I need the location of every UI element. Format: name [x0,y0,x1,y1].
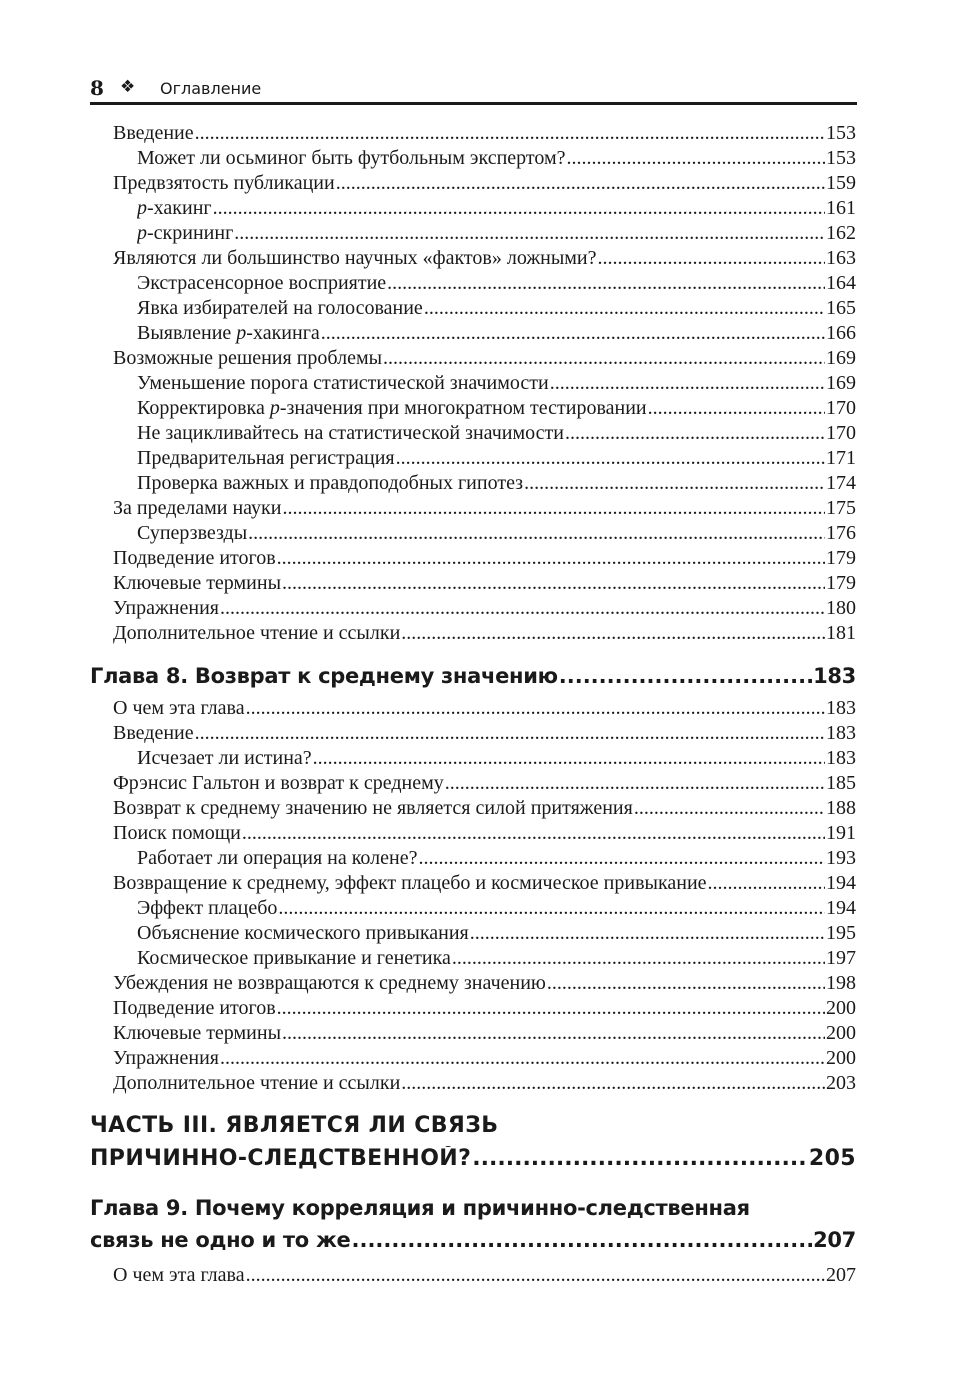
entry-title: Дополнительное чтение и ссылки [113,622,401,644]
toc-entry[interactable] [113,122,856,147]
ornament-icon: ❖ [120,77,136,97]
header-rule [90,102,857,105]
toc-entry[interactable] [113,547,856,572]
dot-leader [282,497,825,520]
entry-page: 162 [826,222,856,244]
part-page: 205 [808,1146,856,1171]
dot-leader [220,1047,825,1070]
dot-leader [401,1072,825,1095]
toc-entry[interactable] [137,397,856,422]
entry-page: 179 [826,572,856,594]
toc-entry[interactable] [113,1264,856,1289]
toc-entry[interactable] [113,1047,856,1072]
entry-title: Введение [113,122,194,144]
chapter9-title-row [90,1228,856,1260]
toc-entry[interactable] [113,997,856,1022]
entry-page: 200 [826,997,856,1019]
entry-page: 191 [826,822,856,844]
dot-leader [424,297,825,320]
entry-page: 170 [826,422,856,444]
dot-leader [220,597,825,620]
entry-title: О чем эта глава [113,697,245,719]
dot-leader [282,572,825,595]
entry-title: p-скрининг [137,222,234,244]
entry-title: Введение [113,722,194,744]
entry-title: Суперзвезды [137,522,248,544]
entry-page: 163 [826,247,856,269]
entry-page: 203 [826,1072,856,1094]
dot-leader [277,997,825,1020]
part-title-line1: ЧАСТЬ III. ЯВЛЯЕТСЯ ЛИ СВЯЗЬ [90,1113,499,1138]
entry-page: 176 [826,522,856,544]
entry-title: Фрэнсис Гальтон и возврат к среднему [113,772,444,794]
entry-title: Подведение итогов [113,547,276,569]
chapter-page: 183 [813,664,856,688]
entry-title: Ключевые термины [113,572,282,594]
entry-title: Явка избирателей на голосование [137,297,423,319]
toc-entry[interactable] [137,222,856,247]
chapter9-title-line2: связь не одно и то же [90,1228,351,1252]
dot-leader [282,1022,825,1045]
entry-page: 183 [826,697,856,719]
entry-title: Поиск помощи [113,822,241,844]
chapter-page: 207 [813,1228,856,1252]
dot-leader [559,664,812,688]
toc-entry[interactable] [137,947,856,972]
dot-leader [278,897,825,920]
page-number: 8 [90,76,104,100]
dot-leader [352,1228,813,1252]
entry-page: 194 [826,872,856,894]
dot-leader [547,972,825,995]
toc-entry[interactable] [113,572,856,597]
entry-page: 200 [826,1047,856,1069]
entry-title: Убеждения не возвращаются к среднему значению [113,972,546,994]
entry-page: 170 [826,397,856,419]
dot-leader [246,1264,825,1287]
dot-leader [277,547,825,570]
entry-title: Объяснение космического привыкания [137,922,469,944]
entry-page: 169 [826,347,856,369]
entry-page: 180 [826,597,856,619]
entry-title: Корректировка p-значения при многократном тестировании [137,397,647,419]
entry-title: Возможные решения проблемы [113,347,383,369]
toc-entry[interactable] [113,1022,856,1047]
entry-page: 181 [826,622,856,644]
entry-title: Являются ли большинство научных «фактов» ложными? [113,247,597,269]
dot-leader [234,222,825,245]
dot-leader [452,947,825,970]
dot-leader [470,922,825,945]
dot-leader [387,272,825,295]
entry-page: 200 [826,1022,856,1044]
entry-title: Не зацикливайтесь на статистической значимости [137,422,564,444]
toc-entry[interactable] [137,922,856,947]
entry-title: Возврат к среднему значению не является силой притяжения [113,797,633,819]
entry-page: 183 [826,747,856,769]
toc-entry[interactable] [137,897,856,922]
toc-entry[interactable] [137,522,856,547]
part-title-row [90,1146,856,1180]
entry-title: Предварительная регистрация [137,447,395,469]
entry-page: 161 [826,197,856,219]
entry-page: 179 [826,547,856,569]
toc-entry[interactable] [137,272,856,297]
entry-title: Ключевые термины [113,1022,282,1044]
entry-title: Космическое привыкание и генетика [137,947,451,969]
dot-leader [313,747,825,770]
dot-leader [472,1146,808,1171]
entry-page: 165 [826,297,856,319]
entry-page: 207 [826,1264,856,1286]
entry-page: 194 [826,897,856,919]
toc-entry[interactable] [137,847,856,872]
entry-title: Предвзятость публикации [113,172,335,194]
dot-leader [648,397,825,420]
toc-entry[interactable] [137,472,856,497]
entry-page: 193 [826,847,856,869]
entry-page: 153 [826,147,856,169]
entry-page: 185 [826,772,856,794]
entry-title: Исчезает ли истина? [137,747,312,769]
toc-entry[interactable] [113,797,856,822]
dot-leader [248,522,825,545]
entry-title: Выявление p-хакинга [137,322,320,344]
entry-title: p-хакинг [137,197,212,219]
toc-entry[interactable] [113,597,856,622]
toc-entry[interactable] [113,872,856,897]
toc-entry[interactable] [113,347,856,372]
dot-leader [246,697,825,720]
dot-leader [550,372,825,395]
dot-leader [418,847,825,870]
toc-entry[interactable] [113,722,856,747]
running-title: Оглавление [160,79,262,98]
toc-entry[interactable] [113,972,856,997]
entry-title: Проверка важных и правдоподобных гипотез [137,472,524,494]
entry-title: О чем эта глава [113,1264,245,1286]
entry-title: Подведение итогов [113,997,276,1019]
chapter9-title-line1: Глава 9. Почему корреляция и причинно-следственная [90,1196,750,1220]
dot-leader [396,447,825,470]
dot-leader [336,172,825,195]
toc-entry[interactable] [113,697,856,722]
entry-title: Экстрасенсорное восприятие [137,272,387,294]
entry-page: 171 [826,447,856,469]
toc-entry[interactable] [113,822,856,847]
dot-leader [708,872,825,895]
entry-page: 153 [826,122,856,144]
dot-leader [565,422,825,445]
entry-page: 174 [826,472,856,494]
toc-entry[interactable] [113,497,856,522]
entry-page: 175 [826,497,856,519]
toc-entry[interactable] [137,447,856,472]
entry-page: 195 [826,922,856,944]
dot-leader [242,822,825,845]
toc-entry[interactable] [137,197,856,222]
dot-leader [598,247,825,270]
dot-leader [401,622,825,645]
entry-title: Упражнения [113,597,219,619]
entry-page: 166 [826,322,856,344]
toc-entry[interactable] [113,247,856,272]
entry-page: 188 [826,797,856,819]
dot-leader [634,797,825,820]
toc-entry[interactable] [137,422,856,447]
entry-page: 198 [826,972,856,994]
entry-title: Возвращение к среднему, эффект плацебо и космическое привыкание [113,872,707,894]
entry-title: Эффект плацебо [137,897,278,919]
dot-leader [383,347,825,370]
dot-leader [213,197,825,220]
entry-title: Упражнения [113,1047,219,1069]
toc-entry[interactable] [113,1072,856,1097]
part-title-line2: ПРИЧИННО-СЛЕДСТВЕННОЙ? [90,1146,472,1171]
toc-entry[interactable] [137,147,856,172]
dot-leader [445,772,825,795]
toc-entry[interactable] [113,772,856,797]
entry-page: 169 [826,372,856,394]
toc-entry[interactable] [137,747,856,772]
dot-leader [524,472,825,495]
dot-leader [321,322,825,345]
toc-entry[interactable] [113,172,856,197]
dot-leader [567,147,825,170]
entry-title: Уменьшение порога статистической значимости [137,372,549,394]
toc-entry[interactable] [137,297,856,322]
entry-title: Дополнительное чтение и ссылки [113,1072,401,1094]
dot-leader [195,122,825,145]
toc-entry[interactable] [137,372,856,397]
toc-entry[interactable] [113,622,856,647]
entry-page: 159 [826,172,856,194]
toc-entry[interactable] [137,322,856,347]
toc-chapter-8[interactable] [90,664,856,696]
dot-leader [195,722,825,745]
running-header [90,76,857,100]
entry-page: 164 [826,272,856,294]
entry-title: За пределами науки [113,497,282,519]
entry-title: Работает ли операция на колене? [137,847,418,869]
entry-title: Может ли осьминог быть футбольным экспертом? [137,147,566,169]
entry-page: 197 [826,947,856,969]
chapter-title: Глава 8. Возврат к среднему значению [90,664,558,688]
entry-page: 183 [826,722,856,744]
